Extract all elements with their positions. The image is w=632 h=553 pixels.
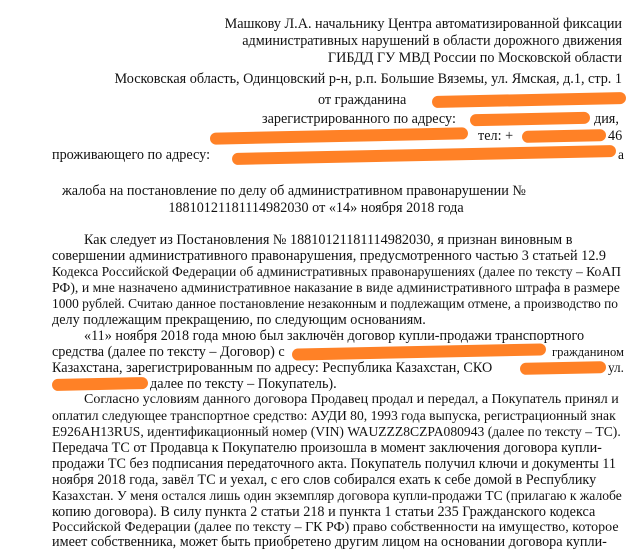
body-p2-line2-end: гражданином — [552, 345, 624, 359]
redaction-address-continued — [210, 127, 468, 144]
body-p3-line2: оплатил следующее транспортное средство: АУДИ 80, 1993 года выпуска, регистрационный знак — [52, 408, 616, 423]
redaction-seller-name — [292, 343, 546, 360]
body-p3-line5: продажи ТС без подписания передаточного акта. Покупатель получил ключи и документы 11 — [52, 456, 616, 472]
body-p3-line8: копию договора). В силу пункта 2 статьи 218 и пункта 1 статьи 235 Гражданского кодекса — [52, 504, 596, 520]
document-title-line1: жалоба на постановление по делу об административном правонарушении № — [62, 183, 526, 199]
body-p3-line1: Согласно условиям данного договора Продавец продал и передал, а Покупатель принял и — [84, 392, 619, 407]
body-p2-line3-end: ул. — [608, 360, 624, 375]
body-p3-line3: E926AH13RUS, идентификационный номер (VIN) WAUZZZ8CZPA080943 (далее по тексту – ТС). — [52, 424, 621, 439]
header-recipient-line2: административных нарушений в области дорожного движения — [242, 33, 622, 49]
header-phone-label: тел: + — [478, 128, 514, 144]
redaction-buyer-address — [520, 361, 606, 375]
header-address-line: Московская область, Одинцовский р-н, р.п. Большие Вяземы, ул. Ямская, д.1, стр. 1 — [114, 71, 622, 87]
body-p2-line2-start: средства (далее по тексту – Договор) с — [52, 344, 285, 360]
body-p3-line6: ноября 2018 года, завёл ТС и уехал, с его слов собирался ехать к себе домой в Республику — [52, 472, 597, 488]
header-from-label: от гражданина — [318, 92, 407, 108]
header-recipient-line3: ГИБДД ГУ МВД России по Московской области — [327, 50, 622, 66]
body-p3-line9: Российской Федерации (далее по тексту – ГК РФ) право собственности на имущество, которое — [52, 520, 619, 535]
header-residing-tail: а — [618, 147, 624, 162]
redaction-name — [432, 92, 626, 108]
header-registered-label: зарегистрированного по адресу: — [262, 111, 456, 127]
body-p3-line10: имеет собственника, может быть приобретено другим лицом на основании договора купли- — [52, 534, 607, 550]
document-title-line2: 18810121181114982030 от «14» ноября 2018 года — [168, 200, 464, 216]
header-phone-tail: 46 — [608, 128, 623, 144]
body-p1-line1: Как следует из Постановления № 18810121181114982030, я признан виновным в — [84, 232, 573, 248]
body-p1-line2: совершении административного правонарушения, предусмотренного частью 3 статьей 12.9 — [52, 248, 606, 264]
body-p2-line3-start: Казахстана, зарегистрированным по адресу: Республика Казахстан, СКО — [52, 360, 493, 376]
body-p1-line4: РФ), и мне назначено административное наказание в виде административного штрафа в размере — [52, 280, 620, 295]
header-registered-tail: дия, — [594, 111, 619, 127]
body-p2-line4-end: далее по тексту – Покупатель). — [150, 376, 337, 392]
body-p2-line1: «11» ноября 2018 года мною был заключён договор купли-продажи транспортного — [84, 328, 585, 344]
body-p3-line7: Казахстан. У меня остался лишь один экземпляр договора купли-продажи ТС (прилагаю к жалобе — [52, 488, 622, 503]
redaction-residing-address — [232, 145, 616, 165]
body-p3-line4: Передача ТС от Продавца к Покупателю произошла в момент заключения договора купли- — [52, 440, 602, 456]
header-residing-label: проживающего по адресу: — [52, 147, 211, 163]
body-p1-line5: 1000 рублей. Считаю данное постановление незаконным и подлежащим отмене, а производство по — [52, 296, 618, 311]
redaction-registered-address — [470, 112, 590, 127]
redaction-buyer-name — [52, 377, 148, 391]
body-p1-line6: делу подлежащим прекращению, по следующим основаниям. — [52, 312, 426, 328]
body-p1-line3: Кодекса Российской Федерации об административных правонарушениях (далее по тексту – КоАП — [52, 264, 621, 279]
redaction-phone — [522, 129, 606, 143]
header-recipient-line1: Машкову Л.А. начальнику Центра автоматизированной фиксации — [224, 16, 622, 32]
